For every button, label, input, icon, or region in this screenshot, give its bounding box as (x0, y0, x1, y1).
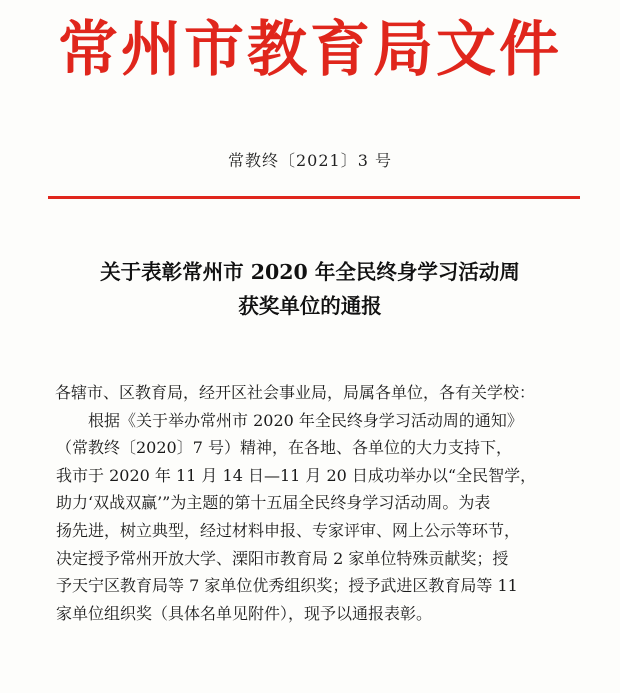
body-line: 予天宁区教育局等 7 家单位优秀组织奖；授予武进区教育局等 11 (56, 576, 518, 596)
document-title (0, 255, 620, 323)
issuer-masthead: 常州市教育局文件 (58, 15, 562, 85)
body-line: 根据《关于举办常州市 2020 年全民终身学习活动周的通知》 (88, 410, 523, 430)
document-number: 常教终〔2021〕3 号 (228, 151, 392, 170)
addressee-line: 各辖市、区教育局，经开区社会事业局，局属各单位，各有关学校： (55, 383, 536, 402)
body-line: 决定授予常州开放大学、溧阳市教育局 2 家单位特殊贡献奖；授 (56, 548, 509, 568)
body-line: 助力‘双战双赢’”为主题的第十五届全民终身学习活动周。为表 (56, 493, 491, 513)
body-text (56, 379, 596, 627)
body-line: 家单位组织奖（具体名单见附件），现予以通报表彰。 (56, 603, 433, 623)
title-line-2: 获奖单位的通报 (238, 294, 382, 318)
red-divider-line (48, 196, 580, 199)
body-line: （常教终〔2020〕7 号）精神，在各地、各单位的大力支持下， (56, 438, 512, 458)
body-line: 扬先进，树立典型，经过材料申报、专家评审、网上公示等环节， (56, 520, 521, 540)
body-line: 我市于 2020 年 11 月 14 日—11 月 20 日成功举办以“全民智学， (56, 465, 537, 485)
title-line-1: 关于表彰常州市 2020 年全民终身学习活动周 (100, 260, 520, 284)
